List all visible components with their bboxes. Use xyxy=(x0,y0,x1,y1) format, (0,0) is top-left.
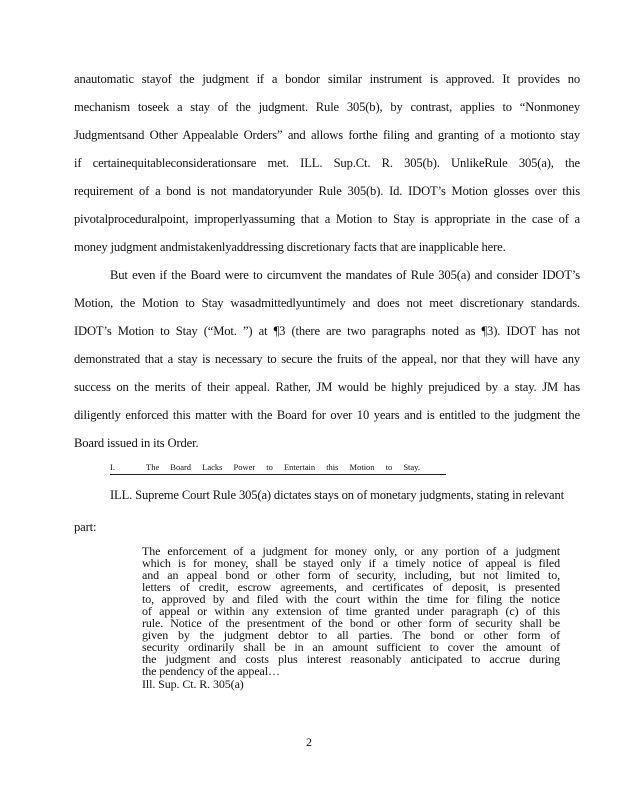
block-quote-line-4: letters of credit, escrow agreements, and certificates of deposit, is presented xyxy=(142,580,560,594)
block-quote-line-6: of appeal or within any extension of time granted under paragraph (c) of this xyxy=(142,604,560,618)
section-title-word: to xyxy=(385,462,393,472)
block-quote-line-10: the judgment and costs plus interest reasonably anticipated to accrue during xyxy=(142,652,560,666)
page-number: 2 xyxy=(306,735,312,749)
paragraph-3-line-1: ILL. Supreme Court Rule 305(a) dictates stays on of monetary judgments, stating in relevant xyxy=(110,488,564,502)
block-quote-line-5: to, approved by and filed with the court within the time for filing the notice xyxy=(142,592,560,606)
section-title-word: to xyxy=(266,462,273,472)
block-quote-line-3: and an appeal bond or other form of security, including, but not limited to, xyxy=(142,568,560,582)
paragraph-2-line-6: diligently enforced this matter with the Board for over 10 years and is entitled to the judgment the xyxy=(74,408,580,422)
section-number: I. xyxy=(110,462,115,472)
paragraph-1-line-7: money judgment andmistakenlyaddressing discretionary facts that are inapplicable here. xyxy=(74,240,506,254)
paragraph-2-line-4: demonstrated that a stay is necessary to secure the fruits of the appeal, nor that they will have any xyxy=(74,352,580,366)
section-title-word: Board xyxy=(170,462,192,472)
section-title-word: Entertain xyxy=(283,462,316,472)
paragraph-1-line-3: Judgmentsand Other Appealable Orders” and allows forthe filing and granting of a motionto stay xyxy=(74,128,580,142)
paragraph-2-line-2: Motion, the Motion to Stay wasadmittedlyuntimely and does not meet discretionary standards. xyxy=(74,296,580,310)
paragraph-1-line-1: anautomatic stayof the judgment if a bondor similar instrument is approved. It provides no xyxy=(74,72,580,86)
paragraph-1-line-4: if certainequitableconsiderationsare met. ILL. Sup.Ct. R. 305(b). UnlikeRule 305(a), the xyxy=(74,156,580,170)
block-quote-line-2: which is for money, shall be stayed only if a timely notice of appeal is filed xyxy=(142,556,560,570)
paragraph-1-line-2: mechanism toseek a stay of the judgment. Rule 305(b), by contrast, applies to “Nonmoney xyxy=(74,100,580,114)
paragraph-2-line-1: But even if the Board were to circumvent the mandates of Rule 305(a) and consider IDOT’s xyxy=(110,268,580,282)
section-title xyxy=(146,462,446,473)
section-title-word: this xyxy=(326,462,339,472)
paragraph-1-line-6: pivotalproceduralpoint, improperlyassuming that a Motion to Stay is appropriate in the case of a xyxy=(74,212,580,226)
section-title-word: Power xyxy=(233,462,256,472)
paragraph-2-line-3: IDOT’s Motion to Stay (“Mot. ”) at ¶3 (there are two paragraphs noted as ¶3). IDOT has not xyxy=(74,324,580,338)
block-quote-line-7: rule. Notice of the presentment of the bond or other form of security shall be xyxy=(142,616,560,630)
section-title-word: Motion xyxy=(349,462,375,472)
block-quote-line-8: given by the judgment debtor to all parties. The bond or other form of xyxy=(142,628,560,642)
section-title-word: Lacks xyxy=(202,462,223,472)
block-quote-line-1: The enforcement of a judgment for money only, or any portion of a judgment xyxy=(142,544,560,558)
paragraph-3-line-2: part: xyxy=(74,520,97,534)
block-quote-citation: Ill. Sup. Ct. R. 305(a) xyxy=(142,677,244,691)
paragraph-1-line-5: requirement of a bond is not mandatoryunder Rule 305(b). Id. IDOT’s Motion glosses over this xyxy=(74,184,580,198)
section-title-word: Stay. xyxy=(403,462,420,472)
paragraph-2-line-7: Board issued in its Order. xyxy=(74,436,199,450)
section-heading xyxy=(110,462,446,475)
section-title-word: The xyxy=(146,462,160,472)
paragraph-2-line-5: success on the merits of their appeal. Rather, JM would be highly prejudiced by a stay. JM has xyxy=(74,380,580,394)
block-quote-line-11: the pendency of the appeal… xyxy=(142,664,280,678)
block-quote-line-9: security ordinarily shall be in an amount sufficient to cover the amount of xyxy=(142,640,560,654)
